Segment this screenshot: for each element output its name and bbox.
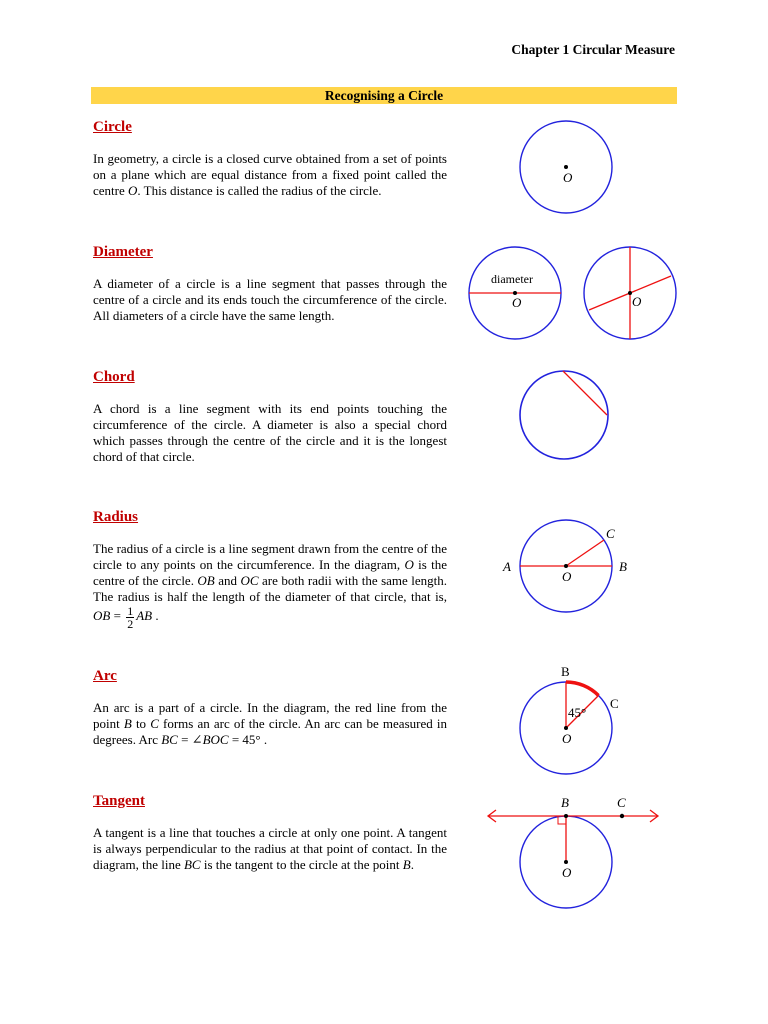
paragraph-arc: An arc is a part of a circle. In the diagram, the red line from the point B to C forms an arc of the circle. An arc can be measured in degrees. Arc BC = ∠BOC = 45° . bbox=[93, 700, 447, 747]
svg-text:diameter: diameter bbox=[491, 272, 533, 286]
radius-figure bbox=[498, 516, 638, 616]
svg-text:O: O bbox=[562, 569, 572, 584]
heading-arc: Arc bbox=[93, 668, 117, 684]
svg-text:B: B bbox=[619, 559, 627, 574]
paragraph-tangent: A tangent is a line that touches a circle at only one point. A tangent is always perpendicular to the radius at that point of contact. In the diagram, the line BC is the tangent to the circle at the point B. bbox=[93, 825, 447, 872]
chapter-header: Chapter 1 Circular Measure bbox=[511, 42, 675, 57]
circle-figure bbox=[516, 120, 616, 220]
svg-text:B: B bbox=[561, 795, 569, 810]
heading-tangent: Tangent bbox=[93, 793, 145, 809]
section-banner: Recognising a Circle bbox=[91, 87, 677, 104]
svg-text:O: O bbox=[632, 294, 642, 309]
heading-diameter: Diameter bbox=[93, 244, 153, 260]
svg-text:C: C bbox=[606, 526, 615, 541]
svg-text:O: O bbox=[562, 731, 572, 746]
arc-figure bbox=[508, 660, 628, 780]
svg-text:A: A bbox=[503, 559, 511, 574]
svg-text:B: B bbox=[561, 664, 570, 679]
diameter-figure bbox=[465, 246, 685, 346]
heading-chord: Chord bbox=[93, 369, 135, 385]
svg-text:C: C bbox=[617, 795, 626, 810]
paragraph-chord: A chord is a line segment with its end points touching the circumference of the circle. A diameter is also a special chord which passes through the centre of the circle and it is the longest chord of that circle. bbox=[93, 401, 447, 464]
radius-formula: OB = $\frac{1}{2}$ AB . bbox=[93, 604, 159, 631]
paragraph-circle: In geometry, a circle is a closed curve obtained from a set of points on a plane which are equal distance from a fixed point called the centre O. This distance is called the radius of the circle. bbox=[93, 151, 447, 198]
paragraph-radius: The radius of a circle is a line segment drawn from the centre of the circle to any points on the circumference. In the diagram, O is the centre of the circle. OB and OC are both radii with the same length. The radius is half the length of the diameter of that circle, that is, OB = $\frac{1}{2}$ AB . bbox=[93, 541, 447, 631]
paragraph-diameter: A diameter of a circle is a line segment that passes through the centre of a circle and its ends touch the circumference of the circle. All diameters of a circle have the same length. bbox=[93, 276, 447, 323]
svg-text:O: O bbox=[512, 295, 522, 310]
svg-text:45°: 45° bbox=[568, 705, 587, 720]
chord-figure bbox=[518, 370, 618, 466]
heading-circle: Circle bbox=[93, 119, 132, 135]
svg-text:C: C bbox=[610, 696, 619, 711]
fraction-half: $\frac{1}{2}$ bbox=[127, 604, 134, 631]
svg-text:O: O bbox=[562, 865, 572, 880]
heading-radius: Radius bbox=[93, 509, 139, 525]
tangent-figure bbox=[484, 792, 664, 912]
svg-text:O: O bbox=[563, 170, 573, 185]
